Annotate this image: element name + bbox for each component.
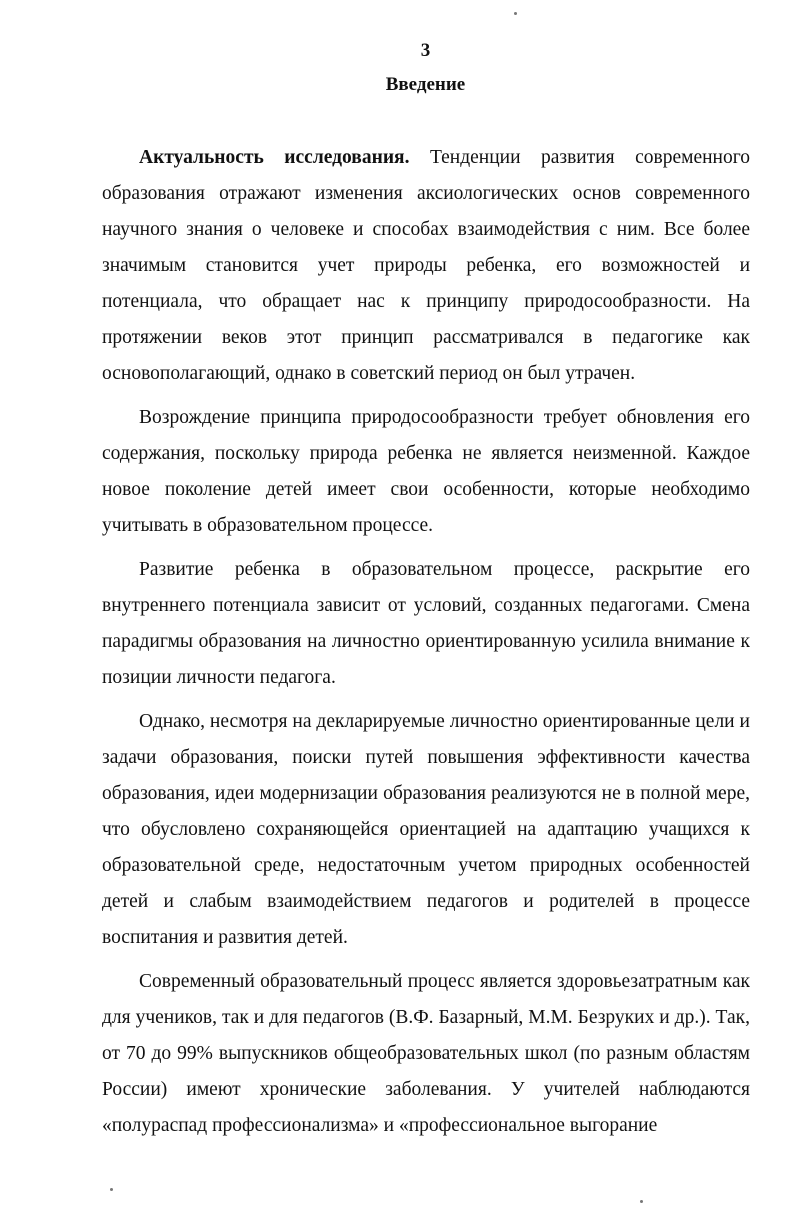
paragraph-development: Развитие ребенка в образовательном процессе, раскрытие его внутреннего потенциала зависит от условий, созданных педагогами. Смена парадигмы образования на личностно ориентированную усилила внимание к позиции личности педагога. — [102, 559, 750, 688]
page-number: 3 — [420, 40, 431, 61]
paragraph-revival: Возрождение принципа природосообразности требует обновления его содержания, поскольку природа ребенка не является неизменной. Каждое новое поколение детей имеет свои особенности, которые необходимо учитывать в образовательном процессе. — [102, 407, 750, 536]
section-title: Введение — [385, 74, 466, 95]
paragraph-lead: Актуальность исследования. — [139, 147, 410, 168]
body-text — [102, 140, 750, 1152]
paragraph-relevance — [102, 140, 750, 392]
paragraph-health: Современный образовательный процесс является здоровьезатратным как для учеников, так и для педагогов (В.Ф. Базарный, М.М. Безруких и др.). Так, от 70 до 99% выпускников общеобразовательных школ (по разным областям России) имеют хронические заболевания. У учителей наблюдаются «полураспад профессионализма» и «профессиональное выгорание — [102, 971, 750, 1136]
paragraph-however: Однако, несмотря на декларируемые личностно ориентированные цели и задачи образования, поиски путей повышения эффективности качества образования, идеи модернизации образования реализуются не в полной мере, что обусловлено сохраняющейся ориентацией на адаптацию учащихся к образовательной среде, недостаточным учетом природных особенностей детей и слабым взаимодействием педагогов и родителей в процессе воспитания и развития детей. — [102, 711, 750, 948]
scan-speck — [514, 12, 517, 15]
scan-speck — [640, 1200, 643, 1203]
paragraph-text: Тенденции развития современного образования отражают изменения аксиологических основ современного научного знания о человеке и способах взаимодействия с ним. Все более значимым становится учет природы ребенка, его возможностей и потенциала, что обращает нас к принципу природосообразности. На протяжении веков этот принцип рассматривался в педагогике как основополагающий, однако в советский период он был утрачен. — [102, 147, 750, 384]
scan-speck — [110, 1188, 113, 1191]
